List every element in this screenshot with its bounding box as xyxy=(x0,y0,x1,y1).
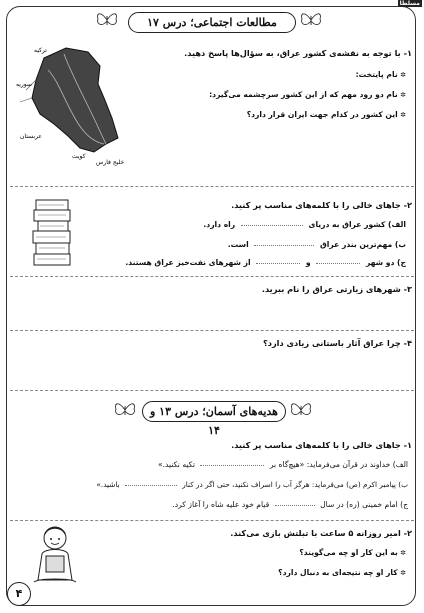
fill-text: ب) پیامبر اکرم (ص) می‌فرماید: هرگز آب را اسراف نکنید، حتی اگر در کنار xyxy=(182,480,408,489)
star-bullet-icon: ✲ xyxy=(397,71,406,79)
sub-question-rivers xyxy=(209,90,406,100)
fill-item-b-religion xyxy=(96,480,408,490)
fill-text: و xyxy=(305,258,311,267)
sub-question-capital xyxy=(356,70,406,80)
star-bullet-icon: ✲ xyxy=(397,549,406,557)
map-label-gulf: خلیج فارس xyxy=(96,159,125,166)
sub-question-text: کار او چه نتیجه‌ای به دنبال دارد؟ xyxy=(278,568,398,577)
blank-field[interactable] xyxy=(275,505,315,506)
blank-field[interactable] xyxy=(316,263,360,264)
fill-item-c-religion xyxy=(172,500,408,510)
map-label-kuwait: کویت xyxy=(72,153,86,160)
star-bullet-icon: ✲ xyxy=(397,91,406,99)
iraq-map xyxy=(14,40,126,168)
sub-question-text: نام پایتخت: xyxy=(355,70,398,79)
sub-question-text: این کشور در کدام جهت ایران قرار دارد؟ xyxy=(246,110,398,119)
sub-question-text: نام دو رود مهم که از این کشور سرچشمه می‌گیرد: xyxy=(209,90,398,99)
blank-field[interactable] xyxy=(256,263,300,264)
blank-field[interactable] xyxy=(254,245,314,246)
sub-question-direction xyxy=(247,110,406,120)
fill-text: الف) کشور عراق به دریای xyxy=(308,220,406,229)
question-2: ۲- جاهای خالی را با کلمه‌های مناسب پر کنید. xyxy=(231,200,412,210)
fill-text: راه دارد. xyxy=(203,220,236,229)
child-reading-illustration xyxy=(28,524,82,588)
fill-item-a-religion xyxy=(158,460,408,470)
fill-text: ج) دو شهر xyxy=(365,258,406,267)
butterfly-icon xyxy=(114,400,136,420)
star-bullet-icon: ✲ xyxy=(397,569,406,577)
fill-text: تکیه نکنید.» xyxy=(157,460,195,469)
page-number: ۴ xyxy=(7,582,31,606)
star-bullet-icon: ✲ xyxy=(397,111,406,119)
fill-text: قیام خود علیه شاه را آغاز کرد. xyxy=(172,500,270,509)
fill-text: باشید.» xyxy=(96,480,120,489)
question-1: ۱- با توجه به نقشه‌ی کشور عراق، به سؤال‌ها پاسخ دهید. xyxy=(184,48,412,58)
fill-text: است. xyxy=(227,240,249,249)
butterfly-icon xyxy=(300,10,322,30)
map-label-turkey: ترکیه xyxy=(34,47,47,54)
lesson17-banner: مطالعات اجتماعی؛ درس ۱۷ xyxy=(128,12,296,33)
books-illustration xyxy=(30,196,74,268)
fill-text: ب) مهم‌ترین بندر عراق xyxy=(320,240,406,249)
fill-item-b xyxy=(228,240,406,250)
section-divider xyxy=(10,186,414,187)
corner-label: مسلطا xyxy=(399,0,420,7)
sub-question-text: به این کار او چه می‌گویند؟ xyxy=(299,548,398,557)
blank-field[interactable] xyxy=(241,225,303,226)
sub-question-name xyxy=(299,548,406,558)
question-4: ۴- چرا عراق آثار باستانی زیادی دارد؟ xyxy=(263,338,412,348)
section-divider xyxy=(10,330,414,331)
butterfly-icon xyxy=(96,10,118,30)
map-label-saudi: عربستان xyxy=(20,133,42,140)
question-2-religion: ۲- امیر روزانه ۵ ساعت با تبلتش بازی می‌کند. xyxy=(230,528,412,538)
map-label-syria: سوریه xyxy=(16,81,32,88)
butterfly-icon xyxy=(290,400,312,420)
section-divider xyxy=(10,390,414,391)
fill-text: الف) خداوند در قرآن می‌فرماید: «هیچ‌گاه بر xyxy=(269,460,408,469)
question-3: ۳- شهرهای زیارتی عراق را نام ببرید. xyxy=(261,284,412,294)
question-1-religion: ۱- جاهای خالی را با کلمه‌های مناسب پر کنید. xyxy=(231,440,412,450)
sub-question-result xyxy=(278,568,406,578)
section-divider xyxy=(10,276,414,277)
section-divider xyxy=(10,520,414,521)
blank-field[interactable] xyxy=(200,465,264,466)
lesson1314-banner: هدیه‌های آسمان؛ درس ۱۳ و ۱۴ xyxy=(142,401,286,422)
fill-text: ج) امام خمینی (ره) در سال xyxy=(320,500,408,509)
blank-field[interactable] xyxy=(125,485,177,486)
fill-item-c xyxy=(125,258,406,268)
fill-item-a xyxy=(203,220,406,230)
fill-text: از شهرهای نفت‌خیز عراق هستند. xyxy=(125,258,251,267)
